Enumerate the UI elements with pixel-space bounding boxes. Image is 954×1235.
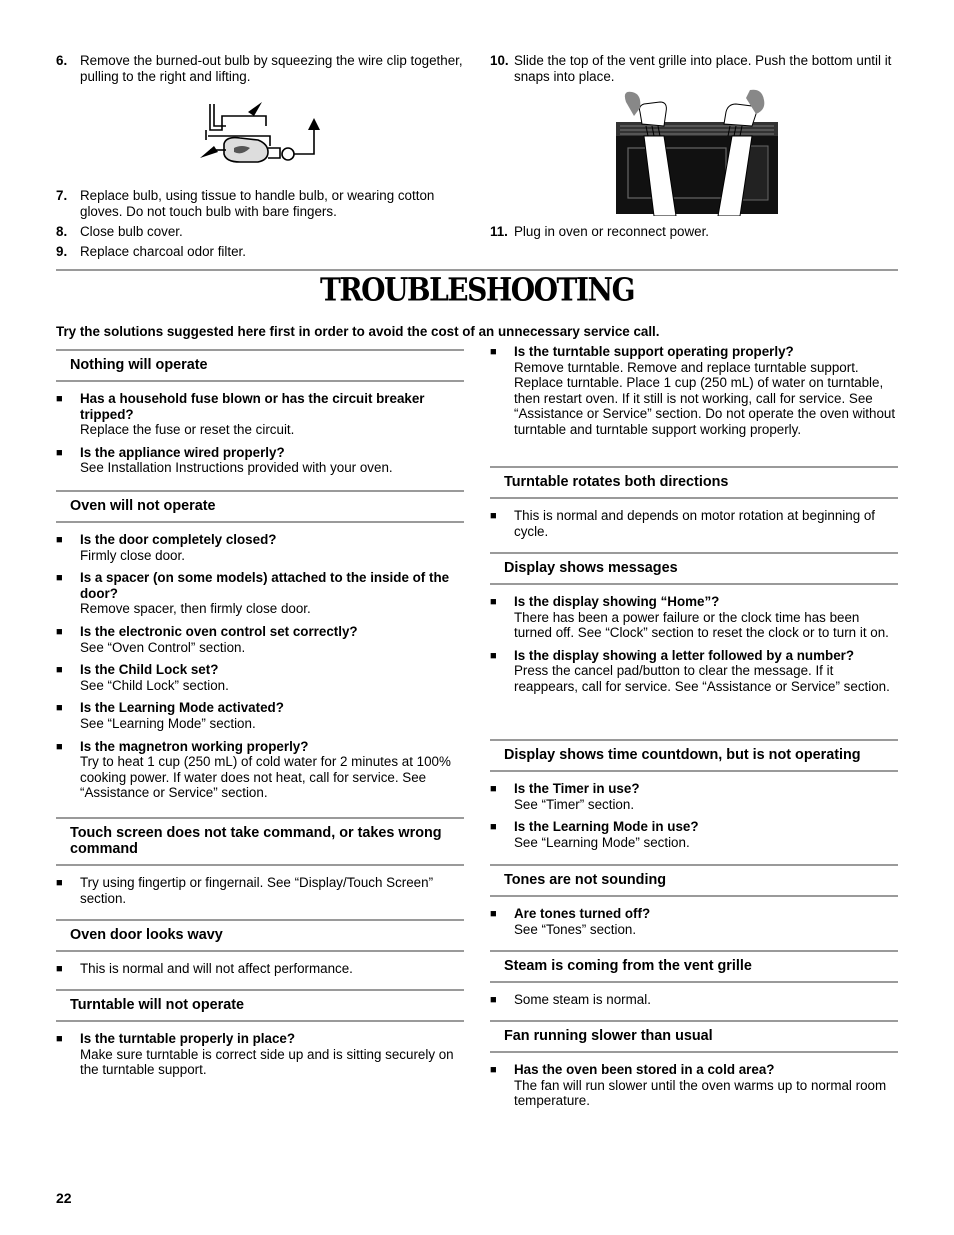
section-heading: Fan running slower than usual (490, 1020, 898, 1053)
item-answer: See “Child Lock” section. (80, 677, 229, 693)
item-body (80, 532, 276, 563)
item-answer: See “Oven Control” section. (80, 639, 246, 655)
item-question: Is the appliance wired properly? (80, 444, 285, 460)
item-answer: See “Learning Mode” section. (514, 834, 690, 850)
item-question: Is the display showing a letter followed by a number? (514, 647, 855, 663)
item-body (80, 1031, 464, 1078)
item-question: Is the door completely closed? (80, 532, 277, 547)
list-item (56, 875, 464, 906)
item-answer: Try to heat 1 cup (250 mL) of cold water for 2 minutes at 100% cooking power. If water does not heat, call for service. See “Assistance or Service” section. (80, 754, 451, 801)
bullet-icon: ■ (56, 625, 63, 638)
problem-list (56, 866, 464, 906)
item-answer: Remove spacer, then firmly close door. (80, 601, 311, 617)
list-item (56, 532, 464, 563)
problem-list (490, 499, 898, 539)
list-item (490, 992, 898, 1008)
item-body (80, 700, 284, 731)
list-item (490, 344, 898, 438)
problem-list (56, 1022, 464, 1078)
step-number: 9. (56, 244, 68, 259)
item-question: Is the Child Lock set? (80, 662, 219, 678)
step-number: 7. (56, 188, 68, 203)
section-heading: Turntable rotates both directions (490, 466, 898, 499)
section-display-messages (490, 552, 898, 702)
problem-list (490, 1053, 898, 1109)
item-body (80, 624, 358, 655)
problem-list (490, 897, 898, 937)
section-turntable-support (490, 335, 898, 445)
item-answer: Remove turntable. Remove and replace turntable support. Replace turntable. Place 1 cup (250 mL) of water on turntable, then restart oven. If it still is not working, call for service. See “Assistance or Service” section. Do not operate the oven without turntable and turntable support working properly. (514, 359, 896, 437)
bullet-icon: ■ (56, 446, 63, 459)
item-body (514, 781, 640, 812)
item-answer: Make sure turntable is correct side up and is sitting securely on the turntable support. (80, 1046, 454, 1078)
list-item (490, 781, 898, 812)
item-body (80, 570, 464, 617)
section-steam (490, 950, 898, 1015)
problem-list (490, 335, 898, 438)
item-body (80, 739, 464, 801)
section-turntable-rotates (490, 466, 898, 546)
bullet-icon: ■ (490, 510, 497, 522)
item-answer: See “Timer” section. (514, 796, 635, 812)
bulb-removal-illustration (196, 100, 326, 172)
item-body (514, 1062, 898, 1109)
bullet-icon: ■ (490, 994, 497, 1006)
item-body (514, 819, 699, 850)
page-number: 22 (56, 1190, 72, 1206)
item-body (80, 875, 464, 906)
list-item (56, 739, 464, 801)
bullet-icon: ■ (490, 596, 497, 608)
step-text: Close bulb cover. (80, 224, 183, 239)
list-item (490, 594, 898, 641)
item-answer: Replace the fuse or reset the circuit. (80, 422, 295, 438)
item-question: Is the Learning Mode in use? (514, 819, 699, 835)
section-heading: Touch screen does not take command, or takes wrong command (56, 817, 464, 866)
item-body (80, 662, 229, 693)
list-item (56, 445, 464, 476)
problem-list (490, 983, 898, 1008)
vent-grille-illustration (614, 88, 780, 216)
list-item (490, 1062, 898, 1109)
step-10 (490, 53, 900, 84)
item-body (80, 391, 464, 438)
step-9 (56, 244, 466, 260)
item-question: Is the electronic oven control set correctly? (80, 623, 358, 639)
list-item (490, 648, 898, 695)
section-heading: Display shows messages (490, 552, 898, 585)
section-heading: Tones are not sounding (490, 864, 898, 897)
list-item (56, 391, 464, 438)
section-heading: Steam is coming from the vent grille (490, 950, 898, 983)
bullet-icon: ■ (490, 783, 497, 795)
bullet-icon: ■ (56, 572, 63, 585)
item-answer: Firmly close door. (80, 547, 185, 563)
item-question: Is the magnetron working properly? (80, 738, 309, 754)
problem-list (56, 523, 464, 801)
bullet-icon: ■ (490, 1064, 497, 1076)
list-item (56, 570, 464, 617)
item-body (514, 594, 898, 641)
item-answer: This is normal and depends on motor rotation at beginning of cycle. (514, 508, 876, 539)
item-question: Is the Learning Mode activated? (80, 700, 284, 716)
section-oven-will-not-operate (56, 490, 464, 808)
section-heading: Turntable will not operate (56, 989, 464, 1022)
step-text: Plug in oven or reconnect power. (514, 224, 710, 239)
step-text: Replace charcoal odor filter. (80, 244, 246, 259)
bullet-icon: ■ (56, 963, 63, 975)
list-item (56, 961, 464, 977)
problem-list (56, 382, 464, 476)
bullet-icon: ■ (490, 908, 497, 920)
bullet-icon: ■ (56, 664, 63, 677)
item-body (80, 445, 393, 476)
list-item (56, 624, 464, 655)
item-answer: See Installation Instructions provided with your oven. (80, 460, 393, 476)
item-question: Has the oven been stored in a cold area? (514, 1062, 775, 1077)
list-item (56, 700, 464, 731)
section-heading: Nothing will operate (56, 349, 464, 382)
item-answer: There has been a power failure or the clock time has been turned off. See “Clock” section to reset the clock or to turn it on. (514, 609, 889, 641)
item-answer: Press the cancel pad/button to clear the message. If it reappears, call for service. See “Assistance or Service” section. (514, 663, 890, 694)
bullet-icon: ■ (490, 649, 497, 662)
item-answer: See “Learning Mode” section. (80, 715, 256, 731)
step-text: Remove the burned-out bulb by squeezing the wire clip together, pulling to the right and lifting. (80, 53, 463, 84)
step-text: Replace bulb, using tissue to handle bulb, or wearing cotton gloves. Do not touch bulb with bare fingers. (80, 188, 435, 219)
section-heading: Oven will not operate (56, 490, 464, 523)
bullet-icon: ■ (56, 534, 63, 546)
section-touch-screen (56, 817, 464, 913)
list-item (490, 906, 898, 937)
item-body (514, 648, 898, 695)
bullet-icon: ■ (56, 702, 63, 715)
problem-list (490, 772, 898, 850)
item-body (514, 906, 650, 937)
list-item (56, 1031, 464, 1078)
section-nothing-will-operate (56, 349, 464, 483)
step-number: 11. (490, 224, 508, 239)
step-11 (490, 224, 900, 240)
item-question: Is a spacer (on some models) attached to the inside of the door? (80, 570, 450, 601)
item-answer: Try using fingertip or fingernail. See “Display/Touch Screen” section. (80, 875, 434, 906)
intro-text: Try the solutions suggested here first in order to avoid the cost of an unnecessary service call. (56, 324, 660, 339)
bullet-icon: ■ (56, 877, 63, 889)
item-answer: This is normal and will not affect performance. (80, 961, 353, 976)
item-question: Has a household fuse blown or has the circuit breaker tripped? (80, 391, 425, 422)
item-question: Is the Timer in use? (514, 781, 640, 796)
step-number: 10. (490, 53, 509, 68)
item-question: Is the display showing “Home”? (514, 594, 720, 609)
item-body (514, 508, 898, 539)
problem-list (56, 952, 464, 977)
bullet-icon: ■ (490, 821, 497, 834)
section-turntable-will-not-operate (56, 989, 464, 1085)
item-question: Is the turntable support operating properly? (514, 344, 794, 359)
section-fan (490, 1020, 898, 1116)
item-answer: See “Tones” section. (514, 921, 637, 937)
step-text: Slide the top of the vent grille into place. Push the bottom until it snaps into place. (514, 53, 892, 84)
section-tones (490, 864, 898, 944)
step-number: 6. (56, 53, 68, 68)
section-heading: Oven door looks wavy (56, 919, 464, 952)
item-body (514, 992, 651, 1008)
section-display-countdown (490, 739, 898, 857)
item-question: Is the turntable properly in place? (80, 1031, 296, 1046)
list-item (490, 508, 898, 539)
list-item (56, 662, 464, 693)
item-question: Are tones turned off? (514, 906, 651, 921)
bullet-icon: ■ (56, 393, 63, 405)
item-body (80, 961, 353, 977)
bullet-icon: ■ (56, 740, 63, 753)
section-oven-door-wavy (56, 919, 464, 984)
bullet-icon: ■ (56, 1033, 63, 1045)
step-6 (56, 53, 466, 84)
page-title: TROUBLESHOOTING (319, 270, 634, 309)
item-body (514, 344, 898, 438)
item-answer: The fan will run slower until the oven warms up to normal room temperature. (514, 1077, 887, 1109)
list-item (490, 819, 898, 850)
item-answer: Some steam is normal. (514, 992, 651, 1007)
section-heading: Display shows time countdown, but is not operating (490, 739, 898, 772)
problem-list (490, 585, 898, 695)
bullet-icon: ■ (490, 346, 497, 358)
step-7 (56, 188, 466, 219)
step-number: 8. (56, 224, 68, 239)
step-8 (56, 224, 466, 240)
